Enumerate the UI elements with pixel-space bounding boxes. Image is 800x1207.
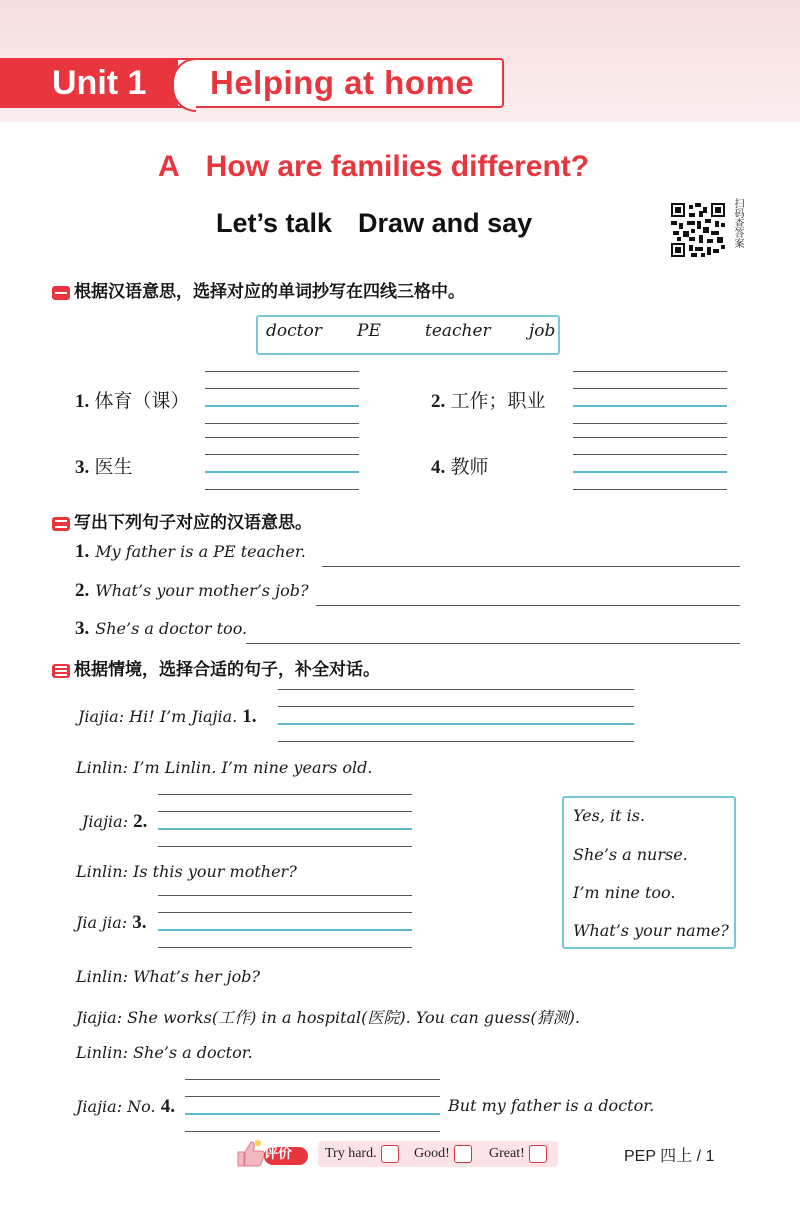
word-pe: PE bbox=[357, 321, 381, 341]
part2-sentence-3: 3. She’s a doctor too. bbox=[75, 618, 248, 639]
word-doctor: doctor bbox=[266, 321, 322, 341]
dialog-line-2: Linlin: I’m Linlin. I’m nine years old. bbox=[76, 758, 373, 777]
checkbox-great[interactable] bbox=[529, 1145, 547, 1163]
part1-badge-icon bbox=[52, 286, 70, 300]
rating-great[interactable]: Great! bbox=[489, 1145, 547, 1163]
part1-instruction bbox=[52, 277, 465, 302]
dialog-line-1: Jiajia: Hi! I’m Jiajia. 1. bbox=[78, 706, 257, 727]
subtitle-lets-talk: Let’s talk bbox=[216, 208, 333, 238]
dialog-blank-2[interactable] bbox=[158, 794, 412, 850]
dialog-line-9: Jiajia: No. 4. bbox=[76, 1096, 175, 1117]
part2-sentence-2: 2. What’s your mother’s job? bbox=[75, 580, 309, 601]
part2-sentence-1: 1. My father is a PE teacher. bbox=[75, 541, 306, 562]
qr-code-icon[interactable] bbox=[671, 203, 725, 257]
section-heading: How are families different? bbox=[205, 150, 590, 183]
unit-label: Unit 1 bbox=[0, 58, 178, 108]
part2-instruction bbox=[52, 508, 312, 533]
answer-lines-1[interactable] bbox=[205, 371, 359, 427]
qr-label: 扫码查答案 bbox=[732, 198, 743, 248]
lesson-subtitle bbox=[216, 208, 558, 239]
dialog-line-7: Jiajia: She works(工作) in a hospital(医院). You can guess(猜测). bbox=[76, 1008, 580, 1027]
dialog-line-8: Linlin: She’s a doctor. bbox=[76, 1043, 253, 1062]
part2-instruction-text: 写出下列句子对应的汉语意思。 bbox=[74, 513, 312, 532]
dialog-line-3: Jiajia: 2. bbox=[82, 811, 148, 832]
dialog-blank-4[interactable] bbox=[185, 1079, 440, 1135]
option-2: She’s a nurse. bbox=[573, 845, 688, 864]
dialog-line-9-tail: But my father is a doctor. bbox=[448, 1096, 655, 1115]
part1-item-3: 3. 医生 bbox=[75, 457, 133, 478]
subtitle-draw-say: Draw and say bbox=[358, 208, 533, 238]
rating-good[interactable]: Good! bbox=[414, 1145, 472, 1163]
answer-lines-2[interactable] bbox=[573, 371, 727, 427]
dialog-blank-1[interactable] bbox=[278, 689, 634, 745]
option-3: I’m nine too. bbox=[573, 883, 676, 902]
part2-badge-icon bbox=[52, 517, 70, 531]
part1-item-1: 1. 体育（课） bbox=[75, 391, 190, 412]
part1-item-4: 4. 教师 bbox=[431, 457, 489, 478]
rating-try-hard[interactable]: Try hard. bbox=[325, 1145, 399, 1163]
answer-lines-3[interactable] bbox=[205, 437, 359, 493]
dialog-blank-3[interactable] bbox=[158, 895, 412, 951]
answer-lines-4[interactable] bbox=[573, 437, 727, 493]
part1-instruction-text: 根据汉语意思，选择对应的单词抄写在四线三格中。 bbox=[74, 282, 465, 301]
page-number: PEP 四上 / 1 bbox=[624, 1148, 715, 1165]
part3-instruction-text: 根据情境，选择合适的句子，补全对话。 bbox=[74, 660, 380, 679]
section-title bbox=[158, 150, 589, 184]
section-letter: A bbox=[158, 150, 180, 183]
dialog-line-4: Linlin: Is this your mother? bbox=[76, 862, 297, 881]
checkbox-try-hard[interactable] bbox=[381, 1145, 399, 1163]
part3-badge-icon bbox=[52, 664, 70, 678]
checkbox-good[interactable] bbox=[454, 1145, 472, 1163]
eval-label: 评价 bbox=[264, 1145, 292, 1161]
part2-answer-line-3[interactable] bbox=[246, 643, 740, 644]
part2-answer-line-2[interactable] bbox=[316, 605, 740, 606]
dialog-line-6: Linlin: What’s her job? bbox=[76, 967, 261, 986]
dialog-line-5: Jia jia: 3. bbox=[76, 912, 147, 933]
word-teacher: teacher bbox=[425, 321, 491, 341]
option-4: What’s your name? bbox=[573, 921, 729, 940]
unit-title: Helping at home bbox=[210, 64, 475, 101]
part1-item-2: 2. 工作；职业 bbox=[431, 391, 546, 412]
part3-instruction bbox=[52, 655, 380, 680]
option-1: Yes, it is. bbox=[573, 806, 646, 825]
part2-answer-line-1[interactable] bbox=[322, 566, 740, 567]
word-job: job bbox=[529, 321, 556, 341]
